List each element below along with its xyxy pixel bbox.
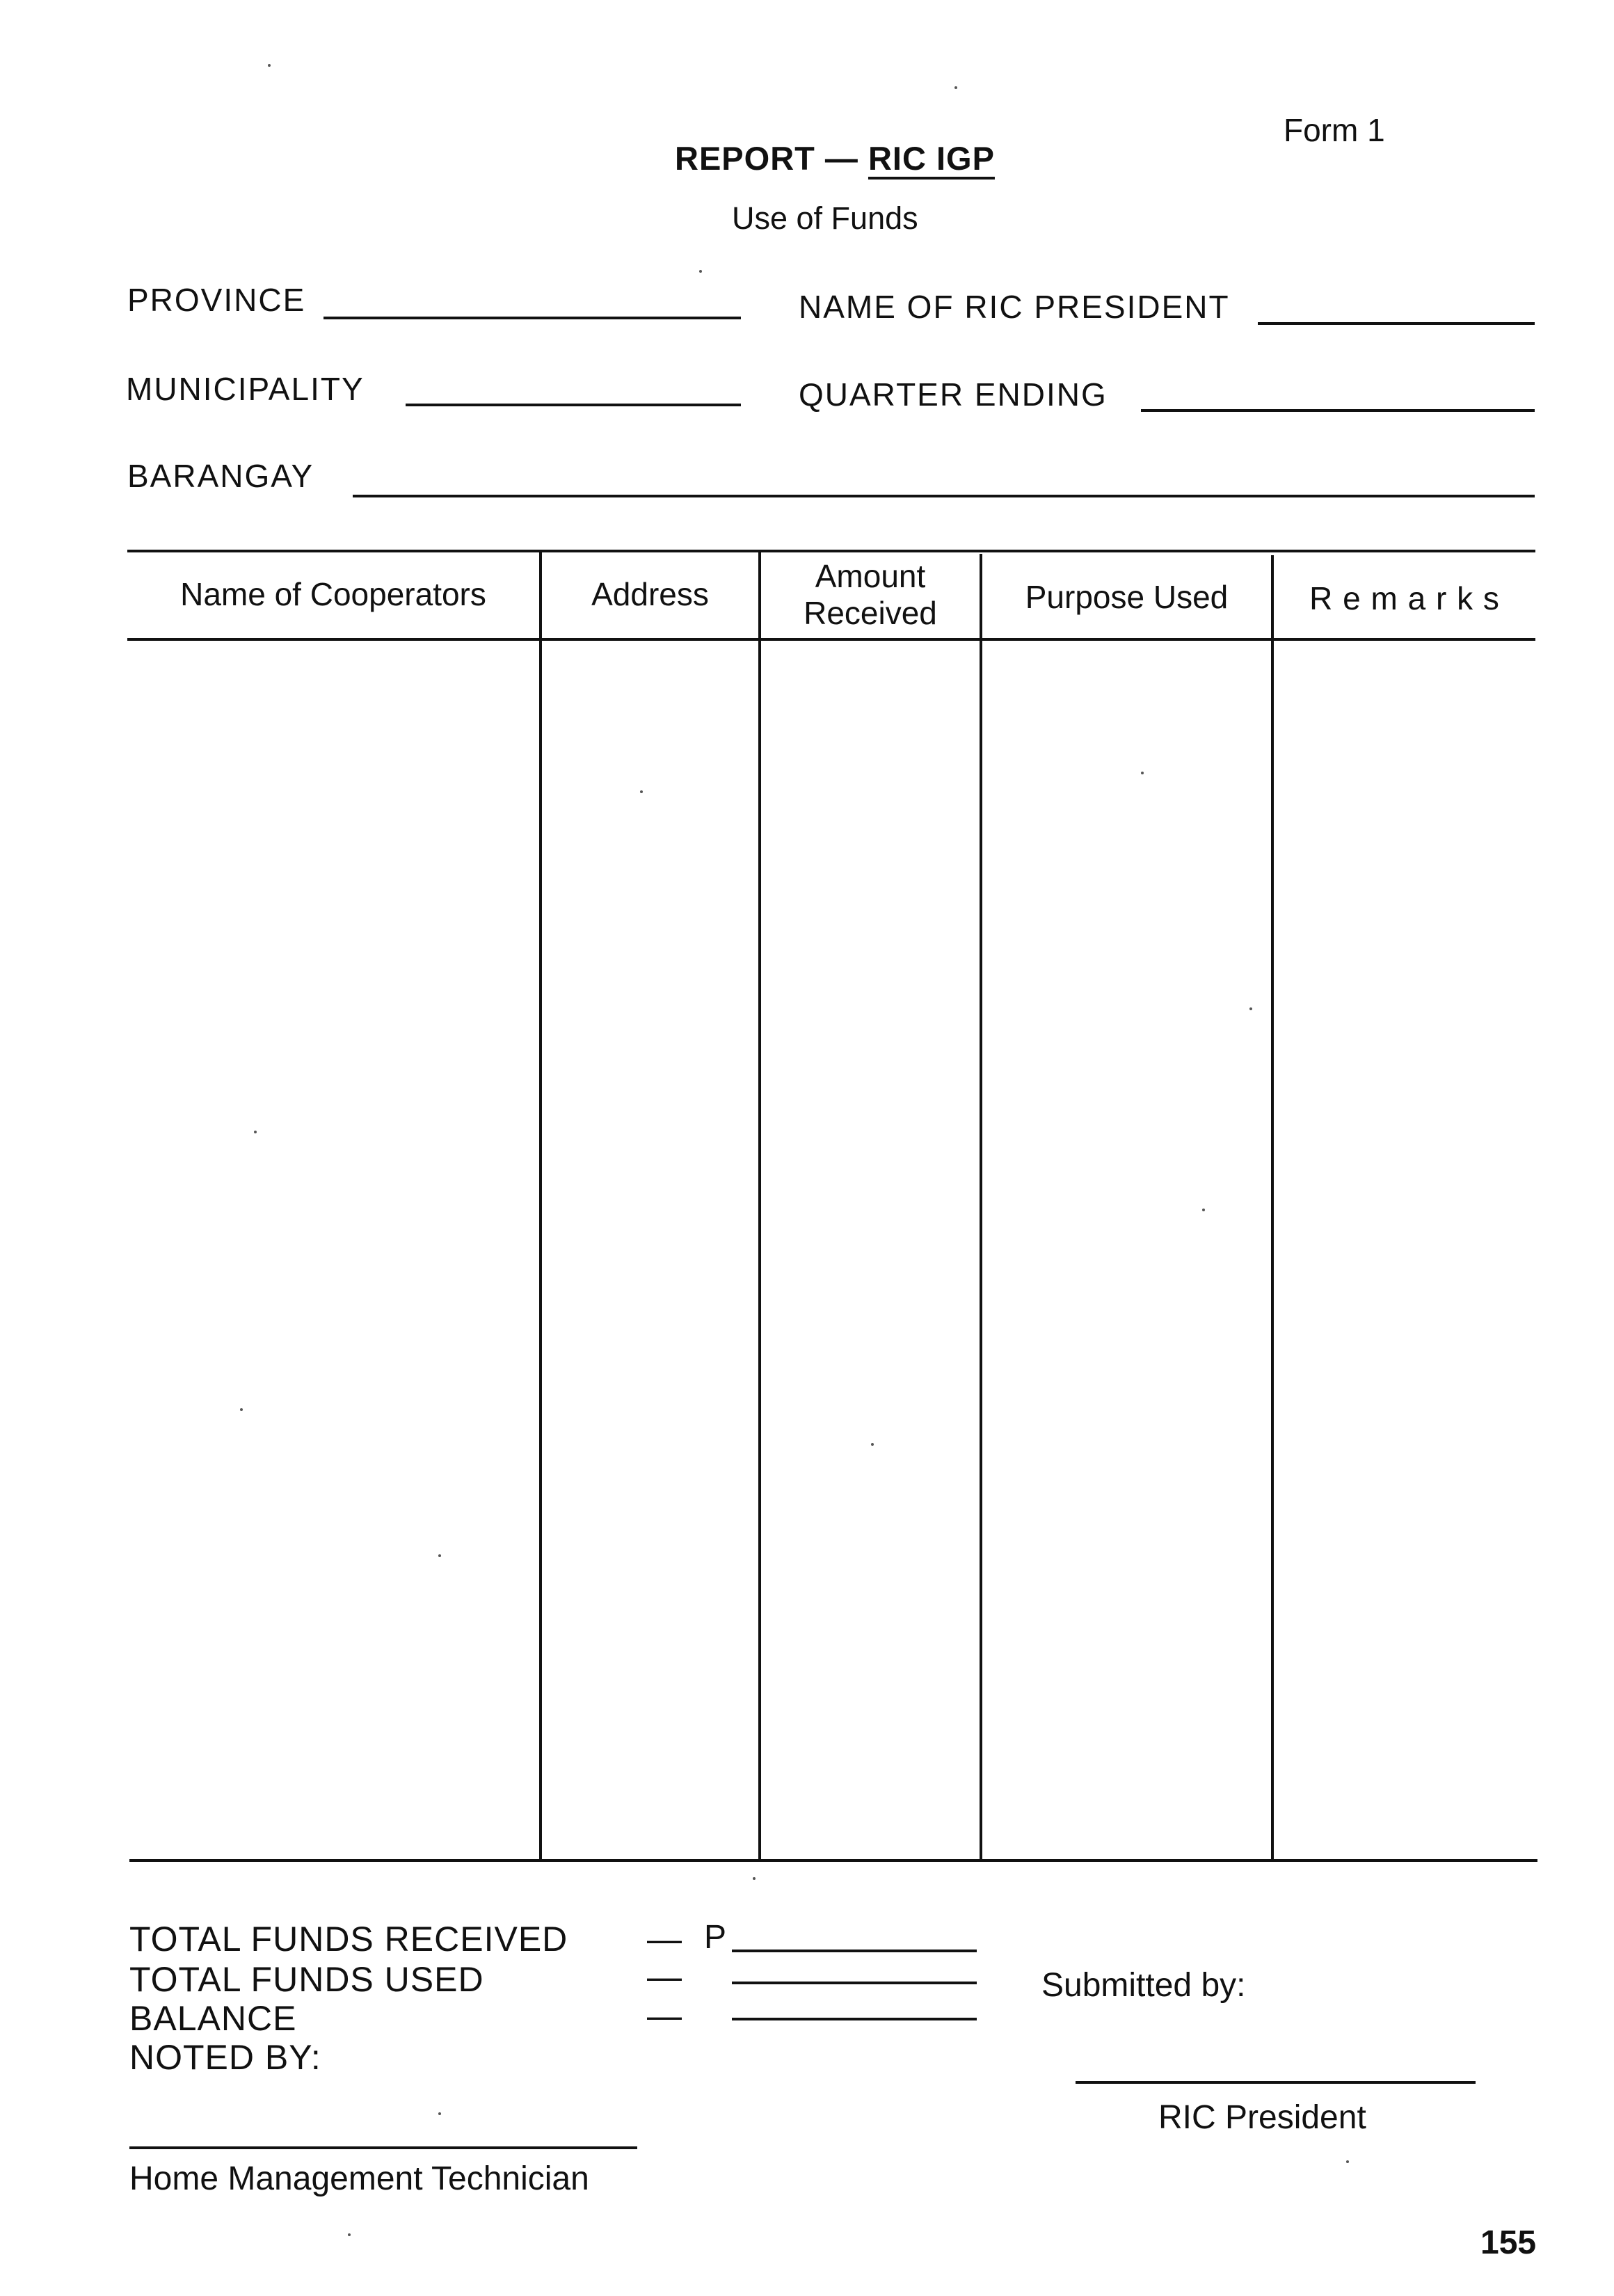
column-header-label: Address bbox=[591, 576, 709, 613]
column-header-label-line2: Received bbox=[804, 594, 937, 631]
scan-speck bbox=[954, 86, 957, 89]
column-header-address bbox=[542, 551, 758, 638]
ric-president-signature-line[interactable] bbox=[1076, 2081, 1476, 2084]
dash: — bbox=[647, 1957, 682, 1996]
title-program: RIC IGP bbox=[868, 140, 995, 177]
scan-speck bbox=[438, 1554, 441, 1557]
title-prefix: REPORT — bbox=[675, 140, 868, 177]
column-divider bbox=[980, 554, 982, 1860]
page-number: 155 bbox=[1480, 2224, 1537, 2261]
quarter-ending-label: QUARTER ENDING bbox=[799, 376, 1108, 413]
total-received-label: TOTAL FUNDS RECEIVED bbox=[129, 1920, 568, 1959]
dash: — bbox=[647, 1920, 682, 1959]
peso-prefix: P bbox=[704, 1919, 727, 1956]
scan-speck bbox=[753, 1877, 756, 1880]
dash: — bbox=[647, 1996, 682, 2035]
municipality-label: MUNICIPALITY bbox=[126, 371, 365, 407]
scan-speck bbox=[254, 1131, 257, 1133]
column-header-label: R e m a r k s bbox=[1309, 580, 1500, 617]
scan-speck bbox=[1346, 2160, 1349, 2163]
column-divider bbox=[539, 550, 542, 1860]
total-used-line[interactable] bbox=[732, 1982, 977, 1984]
column-header-label: Name of Cooperators bbox=[180, 576, 486, 613]
technician-signature-label: Home Management Technician bbox=[129, 2160, 589, 2197]
column-divider bbox=[1271, 555, 1274, 1860]
column-header-purpose bbox=[982, 554, 1271, 641]
province-line[interactable] bbox=[323, 317, 741, 319]
barangay-label: BARANGAY bbox=[127, 458, 314, 494]
province-label: PROVINCE bbox=[127, 282, 306, 318]
column-header-label: Purpose Used bbox=[1025, 579, 1229, 616]
noted-by-label: NOTED BY: bbox=[129, 2038, 321, 2077]
ric-president-line[interactable] bbox=[1258, 322, 1535, 325]
column-header-label: Amount bbox=[815, 557, 926, 594]
table-bottom-rule bbox=[129, 1859, 1537, 1862]
municipality-line[interactable] bbox=[406, 404, 741, 406]
page-title bbox=[675, 139, 995, 177]
scan-speck bbox=[240, 1408, 243, 1411]
column-divider bbox=[758, 551, 761, 1860]
scan-speck bbox=[640, 790, 643, 793]
balance-label: BALANCE bbox=[129, 1999, 297, 2038]
form-number: Form 1 bbox=[1284, 112, 1385, 148]
ric-president-label: NAME OF RIC PRESIDENT bbox=[799, 289, 1230, 325]
scan-speck bbox=[871, 1443, 874, 1446]
total-received-line[interactable] bbox=[732, 1950, 977, 1952]
ric-president-signature-label: RIC President bbox=[1158, 2099, 1366, 2136]
column-header-cooperators bbox=[127, 551, 539, 638]
column-header-remarks bbox=[1274, 555, 1535, 642]
column-header-amount bbox=[761, 551, 980, 638]
scan-speck bbox=[268, 64, 271, 67]
technician-signature-line[interactable] bbox=[129, 2146, 637, 2149]
scan-speck bbox=[1202, 1209, 1205, 1211]
submitted-by-label: Submitted by: bbox=[1041, 1967, 1246, 2004]
quarter-ending-line[interactable] bbox=[1141, 409, 1535, 412]
page-subtitle: Use of Funds bbox=[732, 200, 918, 236]
balance-line[interactable] bbox=[732, 2018, 977, 2020]
scan-speck bbox=[438, 2112, 441, 2115]
scan-speck bbox=[348, 2233, 351, 2236]
scan-speck bbox=[699, 270, 702, 273]
scan-speck bbox=[1141, 772, 1144, 774]
scan-speck bbox=[1249, 1007, 1252, 1010]
barangay-line[interactable] bbox=[353, 495, 1535, 497]
total-used-label: TOTAL FUNDS USED bbox=[129, 1960, 484, 1999]
